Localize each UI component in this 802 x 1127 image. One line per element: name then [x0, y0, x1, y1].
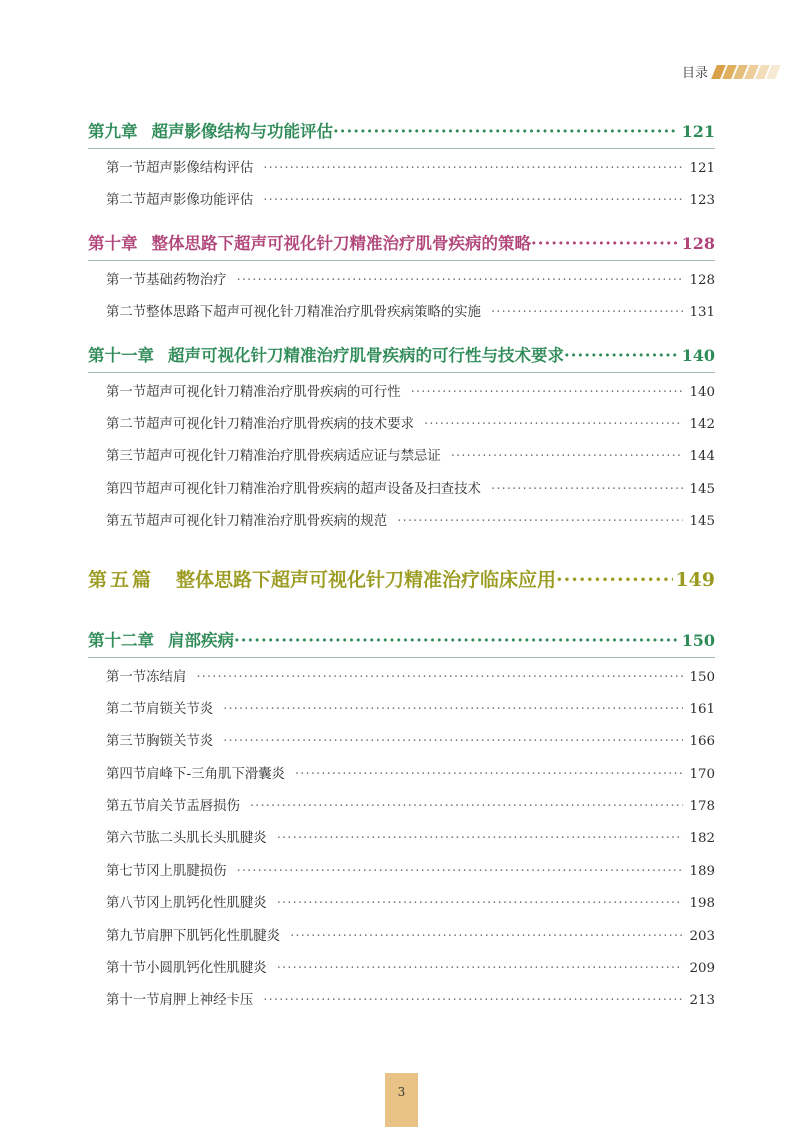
- toc-section-entry[interactable]: [88, 478, 715, 510]
- toc-entry-page: 182: [689, 831, 715, 847]
- toc-section-entry[interactable]: [88, 827, 715, 859]
- dot-leader: [237, 864, 684, 879]
- toc-entry-title: 基础药物治疗: [146, 272, 227, 288]
- toc-entry-title: 肱二头肌长头肌腱炎: [146, 831, 267, 847]
- toc-entry-title: 超声可视化针刀精准治疗肌骨疾病的技术要求: [146, 416, 414, 432]
- toc-entry-number: 第四节: [106, 481, 147, 497]
- toc-section-entry[interactable]: [88, 698, 715, 730]
- toc-entry-title: 肩胛上神经卡压: [159, 993, 254, 1009]
- toc-entry-page: 128: [689, 272, 715, 288]
- dot-leader: [277, 831, 684, 846]
- dot-leader: [556, 569, 673, 591]
- dot-leader: [277, 896, 684, 911]
- toc-entry-title: 肩部疾病: [168, 630, 234, 650]
- dot-leader: [263, 193, 683, 208]
- dot-leader: [491, 482, 684, 497]
- dot-leader: [411, 385, 684, 400]
- toc-entry-title: 超声影像结构与功能评估: [151, 122, 333, 141]
- toc-entry-number: 第九章: [88, 122, 138, 141]
- toc-section-entry[interactable]: [88, 301, 715, 333]
- toc-entry-page: 128: [681, 233, 715, 253]
- toc-entry-title: 冻结肩: [146, 669, 187, 685]
- toc-entry-page: 123: [689, 193, 715, 209]
- toc-entry-number: 第一节: [106, 384, 147, 400]
- toc-section-entry[interactable]: [88, 860, 715, 892]
- toc-entry-number: 第三节: [106, 449, 147, 465]
- toc-section-entry[interactable]: [88, 957, 715, 989]
- toc-entry-page: 178: [689, 799, 715, 815]
- toc-entry-number: 第八节: [106, 896, 147, 912]
- dot-leader: [234, 631, 678, 650]
- dot-leader: [397, 514, 683, 529]
- toc-entry-title: 整体思路下超声可视化针刀精准治疗肌骨疾病策略的实施: [146, 305, 481, 321]
- page-number-tab: [385, 1073, 418, 1127]
- dot-leader: [424, 417, 683, 432]
- toc-section-entry[interactable]: [88, 989, 715, 1021]
- dot-leader: [333, 122, 678, 141]
- toc-section-entry[interactable]: [88, 510, 715, 542]
- dot-leader: [451, 449, 684, 464]
- toc-entry-title: 肩关节盂唇损伤: [146, 799, 240, 815]
- toc-section-entry[interactable]: [88, 666, 715, 698]
- toc-chapter-entry[interactable]: [88, 230, 715, 261]
- table-of-contents: [88, 110, 715, 1022]
- toc-chapter-entry[interactable]: [88, 627, 715, 658]
- dot-leader: [223, 702, 683, 717]
- dot-leader: [263, 161, 683, 176]
- toc-entry-title: 超声可视化针刀精准治疗肌骨疾病适应证与禁忌证: [146, 449, 441, 465]
- toc-entry-title: 肩锁关节炎: [146, 701, 214, 717]
- toc-entry-title: 超声可视化针刀精准治疗肌骨疾病的可行性与技术要求: [168, 345, 564, 365]
- toc-entry-page: 170: [689, 766, 715, 782]
- toc-entry-title: 肩峰下-三角肌下滑囊炎: [146, 766, 285, 782]
- dot-leader: [491, 305, 684, 320]
- toc-entry-title: 整体思路下超声可视化针刀精准治疗肌骨疾病的策略: [151, 233, 531, 253]
- toc-entry-page: 121: [681, 122, 715, 141]
- toc-entry-number: 第二节: [106, 305, 147, 321]
- toc-entry-page: 144: [689, 449, 715, 465]
- toc-entry-number: 第一节: [106, 669, 147, 685]
- toc-entry-page: 203: [689, 928, 715, 944]
- toc-entry-title: 超声可视化针刀精准治疗肌骨疾病的超声设备及扫查技术: [146, 481, 481, 497]
- toc-entry-number: 第二节: [106, 701, 147, 717]
- toc-entry-page: 145: [689, 514, 715, 530]
- dot-leader: [250, 799, 684, 814]
- toc-section-entry[interactable]: [88, 730, 715, 762]
- toc-entry-title: 胸锁关节炎: [146, 734, 214, 750]
- running-head-label: 目录: [681, 66, 708, 81]
- toc-entry-number: 第六节: [106, 831, 147, 847]
- toc-part-entry[interactable]: [88, 565, 715, 605]
- toc-entry-page: 189: [689, 863, 715, 879]
- dot-leader: [295, 767, 684, 782]
- toc-section-entry[interactable]: [88, 795, 715, 827]
- toc-entry-page: 142: [689, 416, 715, 432]
- toc-entry-number: 第三节: [106, 734, 147, 750]
- toc-section-entry[interactable]: [88, 413, 715, 445]
- toc-entry-page: 166: [689, 734, 715, 750]
- dot-leader: [531, 234, 678, 253]
- toc-entry-page: 150: [681, 630, 715, 650]
- toc-entry-page: 161: [689, 701, 715, 717]
- toc-section-entry[interactable]: [88, 381, 715, 413]
- dot-leader: [237, 273, 684, 288]
- page-number: 3: [397, 1085, 406, 1099]
- toc-entry-title: 超声可视化针刀精准治疗肌骨疾病的规范: [146, 514, 388, 530]
- toc-entry-title: 冈上肌钙化性肌腱炎: [146, 896, 267, 912]
- toc-section-entry[interactable]: [88, 157, 715, 189]
- toc-chapter-entry[interactable]: [88, 118, 715, 149]
- toc-entry-page: 198: [689, 896, 715, 912]
- toc-entry-page: 209: [689, 961, 715, 977]
- toc-entry-number: 第四节: [106, 766, 147, 782]
- dot-leader: [196, 670, 683, 685]
- toc-entry-number: 第七节: [106, 863, 147, 879]
- toc-entry-number: 第五节: [106, 514, 147, 530]
- toc-entry-title: 整体思路下超声可视化针刀精准治疗临床应用: [176, 568, 557, 591]
- toc-entry-number: 第五篇: [88, 568, 155, 591]
- toc-entry-page: 121: [689, 161, 715, 176]
- toc-entry-number: 第十一节: [106, 993, 160, 1009]
- toc-entry-title: 冈上肌腱损伤: [146, 863, 227, 879]
- toc-entry-page: 145: [689, 481, 715, 497]
- toc-entry-number: 第二节: [106, 416, 147, 432]
- toc-entry-page: 140: [689, 384, 715, 400]
- toc-entry-title: 小圆肌钙化性肌腱炎: [146, 961, 267, 977]
- toc-section-entry[interactable]: [88, 445, 715, 477]
- toc-entry-title: 超声影像功能评估: [146, 193, 254, 209]
- toc-entry-title: 超声影像结构评估: [146, 161, 254, 176]
- toc-entry-number: 第九节: [106, 928, 147, 944]
- dot-leader: [290, 929, 683, 944]
- running-head: [682, 62, 780, 81]
- toc-entry-number: 第二节: [106, 193, 147, 209]
- toc-chapter-entry[interactable]: [88, 342, 715, 373]
- toc-entry-page: 149: [675, 568, 715, 591]
- toc-entry-number: 第十一章: [88, 345, 154, 365]
- dot-leader: [263, 993, 683, 1008]
- toc-entry-title: 超声可视化针刀精准治疗肌骨疾病的可行性: [146, 384, 401, 400]
- toc-entry-page: 140: [681, 345, 715, 365]
- toc-entry-number: 第五节: [106, 799, 147, 815]
- decorative-stripes: [714, 65, 780, 79]
- toc-entry-number: 第一节: [106, 161, 147, 176]
- toc-entry-title: 肩胛下肌钙化性肌腱炎: [146, 928, 281, 944]
- toc-section-entry[interactable]: [88, 269, 715, 301]
- toc-entry-number: 第十章: [88, 233, 138, 253]
- dot-leader: [223, 734, 683, 749]
- toc-section-entry[interactable]: [88, 892, 715, 924]
- toc-entry-page: 131: [689, 305, 715, 321]
- dot-leader: [277, 961, 684, 976]
- dot-leader: [564, 346, 678, 365]
- toc-entry-number: 第十二章: [88, 630, 154, 650]
- toc-entry-number: 第十节: [106, 961, 147, 977]
- toc-entry-page: 150: [689, 669, 715, 685]
- toc-section-entry[interactable]: [88, 763, 715, 795]
- toc-entry-page: 213: [689, 993, 715, 1009]
- toc-section-entry[interactable]: [88, 925, 715, 957]
- toc-section-entry[interactable]: [88, 189, 715, 221]
- toc-entry-number: 第一节: [106, 272, 147, 288]
